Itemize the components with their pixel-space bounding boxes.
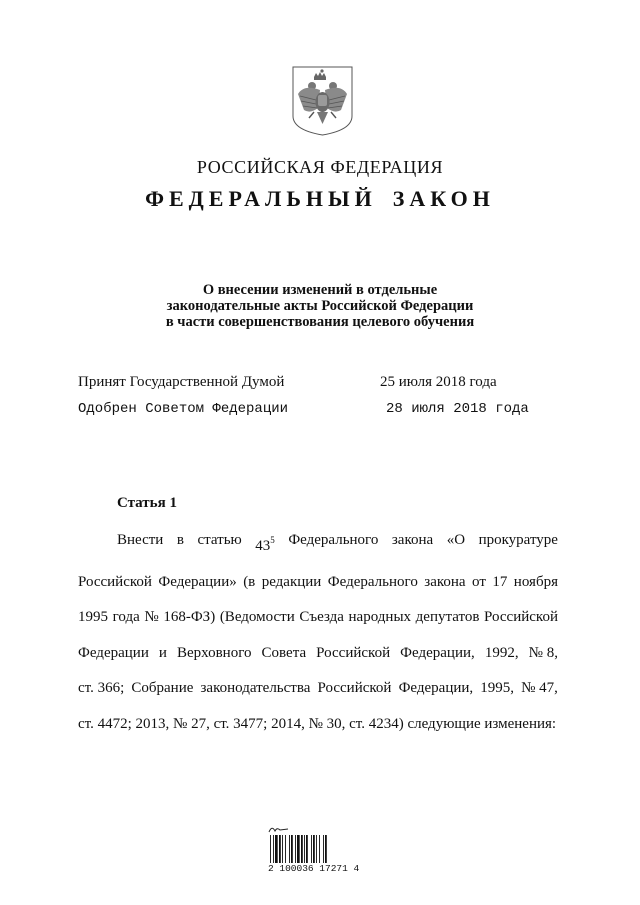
barcode-bar	[285, 835, 286, 863]
barcode-bar	[304, 835, 305, 863]
state-emblem-icon	[290, 64, 355, 137]
adopted-label: Принят Государственной Думой	[78, 374, 285, 390]
word: закона	[424, 573, 466, 590]
law-title-line: в части совершенствования целевого обучения	[165, 314, 475, 330]
document-type-word: ФЕДЕРАЛЬНЫЙ	[145, 186, 377, 211]
barcode-bar	[313, 835, 315, 863]
article-line	[78, 565, 558, 601]
word: Российской	[78, 573, 152, 590]
word: Съезда	[299, 609, 344, 625]
article-number	[255, 523, 275, 565]
word: от	[472, 573, 486, 590]
barcode-bar	[289, 835, 290, 863]
word: 1995	[78, 609, 108, 625]
word: Российской	[484, 609, 558, 625]
word: 168-ФЗ)	[163, 609, 216, 625]
barcode-bar	[301, 835, 303, 863]
word: Российской	[316, 644, 391, 661]
article-line	[78, 671, 558, 707]
barcode-bar	[279, 835, 281, 863]
word: «О	[446, 532, 466, 548]
barcode-bar	[291, 835, 293, 863]
word: Федерации	[78, 644, 149, 661]
word: Собрание	[131, 680, 194, 696]
word: (в	[243, 573, 256, 590]
word: (Ведомости	[219, 609, 295, 625]
word: закона	[391, 532, 434, 548]
article-number-base: 43	[255, 538, 271, 554]
article-heading: Статья 1	[117, 495, 177, 511]
barcode-number: 2 100036 17271 4	[268, 863, 360, 874]
barcode-bar	[306, 835, 308, 863]
law-title-line: О внесении изменений в отдельные	[202, 282, 438, 298]
barcode-bar	[282, 835, 283, 863]
barcode-bar	[323, 835, 324, 863]
word: года	[112, 609, 140, 625]
article-number-superscript: 5	[270, 535, 275, 545]
word: 1992,	[484, 644, 519, 661]
word: законодательства	[200, 680, 311, 696]
barcode-bar	[295, 835, 296, 863]
word: № 8,	[528, 644, 558, 661]
law-title-line: законодательные акты Российской Федерации	[166, 298, 474, 314]
country-name: РОССИЙСКАЯ ФЕДЕРАЦИЯ	[196, 157, 444, 177]
word: Федерации»	[158, 573, 237, 590]
article-line: ст. 4472; 2013, № 27, ст. 3477; 2014, № 30, ст. 4234) следующие изменения:	[78, 715, 557, 732]
word: в	[176, 532, 184, 548]
article-line	[78, 636, 558, 672]
barcode-bar	[297, 835, 300, 863]
word: Верховного	[177, 644, 252, 661]
word: редакции	[261, 573, 322, 590]
word: Внести	[117, 532, 164, 548]
barcode-bar	[325, 835, 327, 863]
word: ноября	[513, 573, 558, 590]
word: Федерального	[327, 573, 418, 590]
word: Федерации,	[398, 680, 474, 696]
barcode-bar	[273, 835, 274, 863]
law-title	[0, 282, 640, 330]
adopted-date: 25 июля 2018 года	[380, 374, 497, 390]
barcode	[268, 824, 360, 880]
document-type-word: ЗАКОН	[392, 186, 495, 211]
word: №	[144, 609, 159, 625]
word: Федерального	[288, 532, 379, 548]
word: Совета	[261, 644, 307, 661]
approved-date: 28 июля 2018 года	[386, 401, 529, 417]
barcode-bars	[268, 835, 348, 863]
word: и	[158, 644, 167, 661]
word: депутатов	[415, 609, 480, 625]
word: 1995,	[480, 680, 515, 696]
handwritten-mark-icon	[268, 824, 290, 834]
barcode-bar	[316, 835, 317, 863]
word: Федерации,	[400, 644, 475, 661]
article-body	[78, 523, 558, 742]
word: статью	[197, 532, 242, 548]
barcode-bar	[275, 835, 278, 863]
word: народных	[348, 609, 412, 625]
word: 17	[492, 573, 508, 590]
approved-label: Одобрен Советом Федерации	[78, 401, 289, 417]
word: прокуратуре	[478, 532, 558, 548]
document-type	[0, 186, 640, 212]
article-line	[78, 523, 558, 565]
barcode-bar	[319, 835, 320, 863]
word: Российской	[317, 680, 392, 696]
barcode-bar	[270, 835, 271, 863]
word: ст. 366;	[78, 680, 125, 696]
article-line	[78, 600, 558, 636]
word: № 47,	[521, 680, 558, 696]
barcode-bar	[311, 835, 312, 863]
